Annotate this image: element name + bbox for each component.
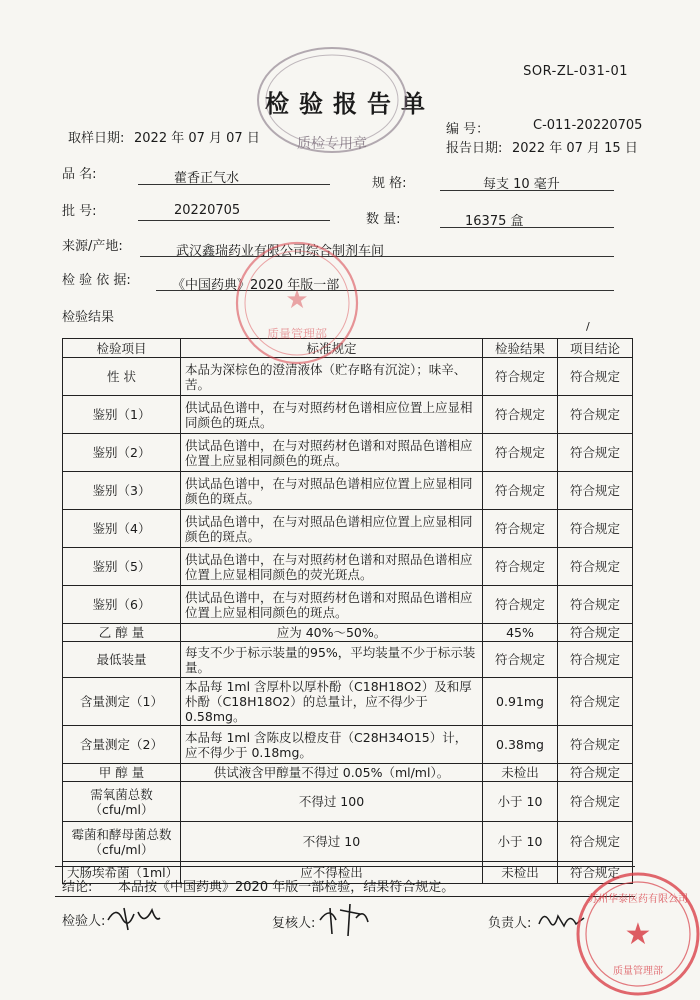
table-row: [63, 726, 633, 764]
item-cell: 最低装量: [63, 642, 181, 678]
item-cell: 需氧菌总数（cfu/ml）: [63, 782, 181, 822]
table-row: [63, 510, 633, 548]
item-cell: 甲 醇 量: [63, 764, 181, 782]
reviewer-label: 复核人:: [272, 916, 316, 931]
requirement-cell: 每支不少于标示装量的95%，平均装量不少于标示装量。: [181, 642, 483, 678]
quantity-value: 16375 盒: [465, 214, 524, 229]
table-row: [63, 822, 633, 862]
table-header-row: [63, 339, 633, 358]
source-label: 来源/产地:: [62, 239, 123, 254]
batch-value: 20220705: [174, 203, 241, 218]
requirement-cell: 应不得检出: [181, 862, 483, 884]
result-cell: 0.38mg: [483, 726, 558, 764]
company-seal-subtext: 质量管理部: [613, 966, 663, 977]
basis-label: 检 验 依 据:: [62, 273, 131, 288]
header-item: 检验项目: [63, 339, 181, 358]
requirement-cell: 供试品色谱中，在与对照品色谱相应位置上应显相同颜色的斑点。: [181, 472, 483, 510]
conclusion-cell: 符合规定: [558, 548, 633, 586]
conclusion-cell: 符合规定: [558, 472, 633, 510]
header-conclusion: 项目结论: [558, 339, 633, 358]
requirement-cell: 供试品色谱中，在与对照药材色谱相应位置上应显相同颜色的斑点。: [181, 396, 483, 434]
requirement-cell: 应为 40%～50%。: [181, 624, 483, 642]
header-requirement: 标准规定: [181, 339, 483, 358]
item-cell: 鉴别（1）: [63, 396, 181, 434]
qm-seal-text: 质量管理部: [266, 327, 328, 341]
requirement-cell: 不得过 100: [181, 782, 483, 822]
number-value: C-011-20220705: [533, 118, 643, 133]
conclusion-cell: 符合规定: [558, 764, 633, 782]
requirement-cell: 供试品色谱中，在与对照药材色谱和对照品色谱相应位置上应显相同颜色的斑点。: [181, 586, 483, 624]
conclusion-cell: 符合规定: [558, 822, 633, 862]
inspector-signature: [104, 900, 164, 936]
conclusion-cell: 符合规定: [558, 862, 633, 884]
batch-label: 批 号:: [62, 204, 97, 219]
item-cell: 含量测定（1）: [63, 678, 181, 726]
result-cell: 符合规定: [483, 472, 558, 510]
pen-mark: /: [586, 320, 590, 333]
result-cell: 小于 10: [483, 822, 558, 862]
result-cell: 符合规定: [483, 510, 558, 548]
requirement-cell: 本品每 1ml 含厚朴以厚朴酚（C18H18O2）及和厚朴酚（C18H18O2）的总量计，应不得少于 0.58mg。: [181, 678, 483, 726]
conclusion-cell: 符合规定: [558, 358, 633, 396]
conclusion-cell: 符合规定: [558, 396, 633, 434]
conclusion-cell: 符合规定: [558, 782, 633, 822]
conclusion-cell: 符合规定: [558, 586, 633, 624]
result-cell: 符合规定: [483, 434, 558, 472]
conclusion-cell: 符合规定: [558, 726, 633, 764]
requirement-cell: 本品为深棕色的澄清液体（贮存略有沉淀）；味辛、苦。: [181, 358, 483, 396]
table-row: [63, 396, 633, 434]
item-cell: 性 状: [63, 358, 181, 396]
product-value: 藿香正气水: [174, 171, 240, 186]
result-cell: 符合规定: [483, 358, 558, 396]
spec-label: 规 格:: [372, 176, 407, 191]
number-label: 编 号：: [446, 122, 490, 137]
conclusion-text: 本品按《中国药典》2020 年版一部检验，结果符合规定。: [118, 880, 455, 895]
item-cell: 鉴别（5）: [63, 548, 181, 586]
company-seal-text: 苏州华泰医药有限公司: [588, 894, 688, 905]
table-row: [63, 586, 633, 624]
result-cell: 符合规定: [483, 586, 558, 624]
item-cell: 霉菌和酵母菌总数（cfu/ml）: [63, 822, 181, 862]
page-title: 检验报告单: [265, 89, 435, 118]
report-date-label: 报告日期:: [446, 141, 503, 156]
requirement-cell: 不得过 10: [181, 822, 483, 862]
requirement-cell: 供试品色谱中，在与对照药材色谱和对照品色谱相应位置上应显相同颜色的荧光斑点。: [181, 548, 483, 586]
item-cell: 乙 醇 量: [63, 624, 181, 642]
item-cell: 鉴别（3）: [63, 472, 181, 510]
inspector-label: 检验人:: [62, 914, 106, 929]
conclusion-label: 结论:: [62, 880, 93, 895]
conclusion-cell: 符合规定: [558, 434, 633, 472]
result-cell: 符合规定: [483, 642, 558, 678]
result-cell: 符合规定: [483, 548, 558, 586]
item-cell: 鉴别（6）: [63, 586, 181, 624]
sampling-date-label: 取样日期:: [68, 131, 125, 146]
conclusion-cell: 符合规定: [558, 678, 633, 726]
product-label: 品 名:: [62, 167, 97, 182]
quantity-label: 数 量:: [366, 212, 401, 227]
svg-text:★: ★: [624, 917, 652, 952]
conclusion-cell: 符合规定: [558, 624, 633, 642]
results-table: [62, 338, 633, 884]
table-row: [63, 782, 633, 822]
item-cell: 含量测定（2）: [63, 726, 181, 764]
report-date-value: 2022 年 07 月 15 日: [512, 141, 638, 156]
svg-text:★: ★: [285, 285, 309, 315]
document-code: SOR-ZL-031-01: [523, 64, 628, 79]
header-result: 检验结果: [483, 339, 558, 358]
requirement-cell: 供试品色谱中，在与对照药材色谱和对照品色谱相应位置上应显相同颜色的斑点。: [181, 434, 483, 472]
item-cell: 鉴别（2）: [63, 434, 181, 472]
requirement-cell: 本品每 1ml 含陈皮以橙皮苷（C28H34O15）计，应不得少于 0.18mg。: [181, 726, 483, 764]
conclusion-cell: 符合规定: [558, 510, 633, 548]
result-cell: 小于 10: [483, 782, 558, 822]
table-row: [63, 764, 633, 782]
table-row: [63, 624, 633, 642]
source-value: 武汉鑫瑞药业有限公司综合制剂车间: [176, 244, 385, 259]
requirement-cell: 供试品色谱中，在与对照品色谱相应位置上应显相同颜色的斑点。: [181, 510, 483, 548]
reviewer-signature: [316, 898, 372, 938]
table-row: [63, 642, 633, 678]
sampling-date-value: 2022 年 07 月 07 日: [134, 131, 260, 146]
results-heading: 检验结果: [62, 310, 115, 325]
result-cell: 45%: [483, 624, 558, 642]
basis-value: 《中国药典》2020 年版一部: [172, 278, 340, 293]
table-row: [63, 678, 633, 726]
result-cell: 符合规定: [483, 396, 558, 434]
item-cell: 鉴别（4）: [63, 510, 181, 548]
result-cell: 未检出: [483, 764, 558, 782]
table-row: [63, 472, 633, 510]
table-row: [63, 358, 633, 396]
table-row: [63, 434, 633, 472]
spec-value: 每支 10 毫升: [483, 177, 560, 192]
conclusion-cell: 符合规定: [558, 642, 633, 678]
result-cell: 0.91mg: [483, 678, 558, 726]
table-row: [63, 548, 633, 586]
qc-seal-text: 质检专用章: [297, 136, 367, 152]
responsible-label: 负责人:: [488, 916, 532, 931]
requirement-cell: 供试液含甲醇量不得过 0.05%（ml/ml）。: [181, 764, 483, 782]
item-cell: 大肠埃希菌（1ml）: [63, 862, 181, 884]
responsible-signature: [536, 904, 588, 934]
result-cell: 未检出: [483, 862, 558, 884]
